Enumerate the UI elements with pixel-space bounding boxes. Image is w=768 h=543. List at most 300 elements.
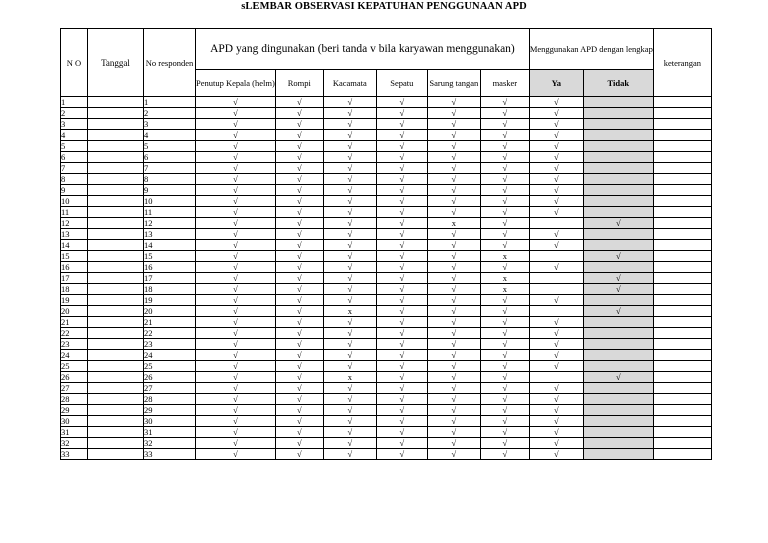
row-ya: √ xyxy=(529,438,583,449)
row-apd-sepatu: √ xyxy=(376,141,427,152)
row-ya: √ xyxy=(529,361,583,372)
row-keterangan xyxy=(653,108,711,119)
row-apd-rompi: √ xyxy=(275,240,323,251)
row-responden: 17 xyxy=(144,273,196,284)
row-ya: √ xyxy=(529,152,583,163)
row-tidak xyxy=(583,152,653,163)
row-tidak xyxy=(583,130,653,141)
table-row xyxy=(61,273,712,284)
table-row xyxy=(61,350,712,361)
row-responden: 24 xyxy=(144,350,196,361)
row-apd-sarung-tangan: √ xyxy=(427,251,480,262)
row-keterangan xyxy=(653,295,711,306)
row-apd-masker: √ xyxy=(480,218,529,229)
row-apd-sepatu: √ xyxy=(376,97,427,108)
row-apd-rompi: √ xyxy=(275,262,323,273)
row-apd-kacamata: √ xyxy=(323,174,376,185)
row-keterangan xyxy=(653,317,711,328)
row-no: 27 xyxy=(61,383,88,394)
row-apd-rompi: √ xyxy=(275,251,323,262)
row-apd-kacamata: x xyxy=(323,372,376,383)
row-apd-masker: √ xyxy=(480,163,529,174)
row-keterangan xyxy=(653,449,711,460)
row-apd-masker: √ xyxy=(480,240,529,251)
row-tidak: √ xyxy=(583,218,653,229)
row-no: 17 xyxy=(61,273,88,284)
row-tidak xyxy=(583,174,653,185)
row-responden: 26 xyxy=(144,372,196,383)
row-keterangan xyxy=(653,438,711,449)
row-apd-sarung-tangan: √ xyxy=(427,174,480,185)
table-row xyxy=(61,438,712,449)
row-apd-rompi: √ xyxy=(275,273,323,284)
row-ya: √ xyxy=(529,119,583,130)
header-keterangan: keterangan xyxy=(653,29,711,97)
row-keterangan xyxy=(653,207,711,218)
row-apd-sarung-tangan: √ xyxy=(427,240,480,251)
row-tidak xyxy=(583,394,653,405)
row-tidak: √ xyxy=(583,284,653,295)
table-row xyxy=(61,317,712,328)
row-apd-rompi: √ xyxy=(275,394,323,405)
row-keterangan xyxy=(653,185,711,196)
row-apd-sepatu: √ xyxy=(376,273,427,284)
row-keterangan xyxy=(653,306,711,317)
row-apd-sarung-tangan: √ xyxy=(427,284,480,295)
row-keterangan xyxy=(653,97,711,108)
row-apd-masker: √ xyxy=(480,416,529,427)
row-responden: 8 xyxy=(144,174,196,185)
row-tidak xyxy=(583,97,653,108)
row-no: 5 xyxy=(61,141,88,152)
row-apd-sepatu: √ xyxy=(376,218,427,229)
row-apd-sepatu: √ xyxy=(376,251,427,262)
row-no: 6 xyxy=(61,152,88,163)
row-tanggal xyxy=(88,350,144,361)
row-apd-sepatu: √ xyxy=(376,152,427,163)
table-row xyxy=(61,185,712,196)
row-tidak: √ xyxy=(583,273,653,284)
row-ya: √ xyxy=(529,163,583,174)
row-responden: 12 xyxy=(144,218,196,229)
row-apd-rompi: √ xyxy=(275,306,323,317)
row-apd-helm: √ xyxy=(196,273,276,284)
row-no: 33 xyxy=(61,449,88,460)
row-keterangan xyxy=(653,251,711,262)
row-responden: 6 xyxy=(144,152,196,163)
row-apd-kacamata: x xyxy=(323,306,376,317)
row-apd-kacamata: √ xyxy=(323,405,376,416)
row-ya: √ xyxy=(529,97,583,108)
row-ya: √ xyxy=(529,207,583,218)
row-apd-sarung-tangan: √ xyxy=(427,416,480,427)
row-ya: √ xyxy=(529,130,583,141)
row-apd-helm: √ xyxy=(196,328,276,339)
row-tidak: √ xyxy=(583,251,653,262)
row-ya: √ xyxy=(529,174,583,185)
row-apd-kacamata: √ xyxy=(323,295,376,306)
row-apd-sepatu: √ xyxy=(376,383,427,394)
row-apd-sepatu: √ xyxy=(376,449,427,460)
row-apd-masker: √ xyxy=(480,185,529,196)
row-apd-helm: √ xyxy=(196,361,276,372)
row-keterangan xyxy=(653,119,711,130)
row-keterangan xyxy=(653,372,711,383)
row-apd-sepatu: √ xyxy=(376,240,427,251)
row-apd-masker: √ xyxy=(480,108,529,119)
row-tanggal xyxy=(88,328,144,339)
row-tanggal xyxy=(88,405,144,416)
row-tanggal xyxy=(88,416,144,427)
row-tanggal xyxy=(88,306,144,317)
row-apd-helm: √ xyxy=(196,229,276,240)
row-tanggal xyxy=(88,108,144,119)
row-apd-sepatu: √ xyxy=(376,438,427,449)
row-tanggal xyxy=(88,218,144,229)
row-apd-rompi: √ xyxy=(275,207,323,218)
row-responden: 31 xyxy=(144,427,196,438)
row-tidak xyxy=(583,339,653,350)
table-row xyxy=(61,383,712,394)
row-apd-kacamata: √ xyxy=(323,284,376,295)
header-apd-sarung-tangan: Sarung tangan xyxy=(427,70,480,97)
row-tanggal xyxy=(88,207,144,218)
row-apd-sarung-tangan: √ xyxy=(427,449,480,460)
row-apd-rompi: √ xyxy=(275,449,323,460)
row-apd-masker: √ xyxy=(480,207,529,218)
row-apd-rompi: √ xyxy=(275,416,323,427)
row-responden: 30 xyxy=(144,416,196,427)
row-apd-sepatu: √ xyxy=(376,108,427,119)
row-apd-rompi: √ xyxy=(275,119,323,130)
row-tanggal xyxy=(88,251,144,262)
row-no: 4 xyxy=(61,130,88,141)
row-apd-rompi: √ xyxy=(275,295,323,306)
row-tidak xyxy=(583,196,653,207)
row-apd-sarung-tangan: √ xyxy=(427,306,480,317)
row-apd-sepatu: √ xyxy=(376,350,427,361)
row-apd-sarung-tangan: √ xyxy=(427,207,480,218)
row-apd-masker: √ xyxy=(480,328,529,339)
row-responden: 11 xyxy=(144,207,196,218)
row-no: 25 xyxy=(61,361,88,372)
row-apd-helm: √ xyxy=(196,405,276,416)
row-apd-masker: √ xyxy=(480,174,529,185)
row-apd-rompi: √ xyxy=(275,108,323,119)
row-apd-helm: √ xyxy=(196,152,276,163)
table-row xyxy=(61,416,712,427)
row-tidak xyxy=(583,317,653,328)
row-apd-helm: √ xyxy=(196,416,276,427)
row-apd-masker: x xyxy=(480,273,529,284)
row-apd-helm: √ xyxy=(196,438,276,449)
table-row xyxy=(61,174,712,185)
row-apd-sarung-tangan: √ xyxy=(427,152,480,163)
row-apd-helm: √ xyxy=(196,394,276,405)
row-ya: √ xyxy=(529,141,583,152)
row-no: 14 xyxy=(61,240,88,251)
row-tidak xyxy=(583,438,653,449)
row-apd-helm: √ xyxy=(196,130,276,141)
row-apd-helm: √ xyxy=(196,108,276,119)
row-responden: 18 xyxy=(144,284,196,295)
row-ya: √ xyxy=(529,317,583,328)
row-apd-kacamata: √ xyxy=(323,97,376,108)
row-apd-kacamata: √ xyxy=(323,196,376,207)
row-no: 1 xyxy=(61,97,88,108)
row-ya xyxy=(529,372,583,383)
table-row xyxy=(61,295,712,306)
row-apd-masker: x xyxy=(480,251,529,262)
row-apd-masker: √ xyxy=(480,449,529,460)
row-keterangan xyxy=(653,361,711,372)
row-no: 31 xyxy=(61,427,88,438)
row-apd-kacamata: √ xyxy=(323,339,376,350)
row-no: 10 xyxy=(61,196,88,207)
row-keterangan xyxy=(653,229,711,240)
row-responden: 9 xyxy=(144,185,196,196)
header-responden: No responden xyxy=(144,29,196,97)
row-apd-sepatu: √ xyxy=(376,394,427,405)
table-row xyxy=(61,306,712,317)
observation-table xyxy=(60,28,712,460)
row-apd-masker: √ xyxy=(480,394,529,405)
table-row xyxy=(61,262,712,273)
row-apd-sarung-tangan: √ xyxy=(427,317,480,328)
row-apd-helm: √ xyxy=(196,218,276,229)
row-apd-helm: √ xyxy=(196,207,276,218)
row-apd-kacamata: √ xyxy=(323,218,376,229)
row-apd-sepatu: √ xyxy=(376,119,427,130)
row-apd-sepatu: √ xyxy=(376,405,427,416)
row-keterangan xyxy=(653,152,711,163)
table-row xyxy=(61,449,712,460)
row-apd-rompi: √ xyxy=(275,405,323,416)
row-no: 18 xyxy=(61,284,88,295)
table-row xyxy=(61,108,712,119)
row-ya xyxy=(529,284,583,295)
row-tanggal xyxy=(88,295,144,306)
row-apd-masker: √ xyxy=(480,97,529,108)
row-tanggal xyxy=(88,372,144,383)
row-keterangan xyxy=(653,262,711,273)
row-apd-sarung-tangan: √ xyxy=(427,295,480,306)
row-apd-kacamata: √ xyxy=(323,119,376,130)
row-no: 12 xyxy=(61,218,88,229)
row-apd-masker: √ xyxy=(480,427,529,438)
row-responden: 15 xyxy=(144,251,196,262)
row-responden: 23 xyxy=(144,339,196,350)
row-no: 2 xyxy=(61,108,88,119)
row-apd-rompi: √ xyxy=(275,152,323,163)
row-apd-kacamata: √ xyxy=(323,141,376,152)
row-tanggal xyxy=(88,339,144,350)
row-no: 19 xyxy=(61,295,88,306)
row-no: 7 xyxy=(61,163,88,174)
header-ya: Ya xyxy=(529,70,583,97)
row-apd-helm: √ xyxy=(196,383,276,394)
row-ya: √ xyxy=(529,405,583,416)
row-apd-masker: √ xyxy=(480,438,529,449)
row-apd-sepatu: √ xyxy=(376,174,427,185)
row-apd-sarung-tangan: √ xyxy=(427,328,480,339)
row-apd-kacamata: √ xyxy=(323,427,376,438)
row-apd-kacamata: √ xyxy=(323,240,376,251)
row-tanggal xyxy=(88,240,144,251)
row-apd-rompi: √ xyxy=(275,97,323,108)
row-apd-sepatu: √ xyxy=(376,317,427,328)
row-apd-rompi: √ xyxy=(275,218,323,229)
table-row xyxy=(61,361,712,372)
table-row xyxy=(61,163,712,174)
row-tidak xyxy=(583,229,653,240)
row-apd-sepatu: √ xyxy=(376,196,427,207)
table-row xyxy=(61,284,712,295)
row-apd-sarung-tangan: x xyxy=(427,218,480,229)
row-keterangan xyxy=(653,163,711,174)
row-apd-sarung-tangan: √ xyxy=(427,229,480,240)
row-responden: 22 xyxy=(144,328,196,339)
row-tidak xyxy=(583,240,653,251)
header-apd-kacamata: Kacamata xyxy=(323,70,376,97)
row-keterangan xyxy=(653,284,711,295)
table-row xyxy=(61,141,712,152)
row-tanggal xyxy=(88,427,144,438)
row-keterangan xyxy=(653,350,711,361)
row-tanggal xyxy=(88,174,144,185)
row-apd-rompi: √ xyxy=(275,185,323,196)
row-apd-kacamata: √ xyxy=(323,317,376,328)
row-tidak xyxy=(583,416,653,427)
row-responden: 16 xyxy=(144,262,196,273)
row-apd-rompi: √ xyxy=(275,372,323,383)
row-no: 24 xyxy=(61,350,88,361)
row-tanggal xyxy=(88,284,144,295)
row-ya: √ xyxy=(529,240,583,251)
row-apd-masker: √ xyxy=(480,339,529,350)
row-tanggal xyxy=(88,394,144,405)
row-apd-helm: √ xyxy=(196,262,276,273)
row-keterangan xyxy=(653,196,711,207)
row-apd-sarung-tangan: √ xyxy=(427,405,480,416)
row-no: 16 xyxy=(61,262,88,273)
row-no: 11 xyxy=(61,207,88,218)
row-apd-sarung-tangan: √ xyxy=(427,394,480,405)
row-apd-kacamata: √ xyxy=(323,394,376,405)
row-responden: 33 xyxy=(144,449,196,460)
row-tidak: √ xyxy=(583,306,653,317)
row-tanggal xyxy=(88,262,144,273)
row-tanggal xyxy=(88,130,144,141)
row-no: 9 xyxy=(61,185,88,196)
row-ya: √ xyxy=(529,339,583,350)
row-apd-helm: √ xyxy=(196,185,276,196)
row-apd-sepatu: √ xyxy=(376,427,427,438)
row-tidak xyxy=(583,108,653,119)
row-tidak xyxy=(583,262,653,273)
row-apd-helm: √ xyxy=(196,427,276,438)
row-apd-sepatu: √ xyxy=(376,185,427,196)
row-no: 21 xyxy=(61,317,88,328)
row-tidak xyxy=(583,328,653,339)
row-responden: 14 xyxy=(144,240,196,251)
row-tanggal xyxy=(88,383,144,394)
row-apd-rompi: √ xyxy=(275,141,323,152)
row-apd-rompi: √ xyxy=(275,328,323,339)
row-apd-kacamata: √ xyxy=(323,108,376,119)
row-tanggal xyxy=(88,163,144,174)
row-apd-masker: √ xyxy=(480,317,529,328)
row-tanggal xyxy=(88,141,144,152)
row-ya xyxy=(529,251,583,262)
row-no: 22 xyxy=(61,328,88,339)
row-apd-kacamata: √ xyxy=(323,416,376,427)
row-apd-sarung-tangan: √ xyxy=(427,438,480,449)
header-apd-helm: Penutup Kepala (helm) xyxy=(196,70,276,97)
row-apd-sarung-tangan: √ xyxy=(427,108,480,119)
row-tanggal xyxy=(88,317,144,328)
row-ya: √ xyxy=(529,449,583,460)
row-ya: √ xyxy=(529,383,583,394)
row-apd-sepatu: √ xyxy=(376,229,427,240)
row-apd-masker: √ xyxy=(480,405,529,416)
row-ya xyxy=(529,273,583,284)
row-apd-sarung-tangan: √ xyxy=(427,262,480,273)
table-row xyxy=(61,196,712,207)
row-ya: √ xyxy=(529,196,583,207)
row-apd-rompi: √ xyxy=(275,427,323,438)
row-responden: 19 xyxy=(144,295,196,306)
row-apd-rompi: √ xyxy=(275,339,323,350)
row-keterangan xyxy=(653,383,711,394)
row-ya: √ xyxy=(529,350,583,361)
row-keterangan xyxy=(653,130,711,141)
row-tidak xyxy=(583,449,653,460)
row-tanggal xyxy=(88,229,144,240)
row-ya: √ xyxy=(529,416,583,427)
row-no: 13 xyxy=(61,229,88,240)
row-responden: 27 xyxy=(144,383,196,394)
row-apd-sarung-tangan: √ xyxy=(427,163,480,174)
row-no: 20 xyxy=(61,306,88,317)
row-tidak xyxy=(583,361,653,372)
row-tanggal xyxy=(88,196,144,207)
row-apd-rompi: √ xyxy=(275,361,323,372)
row-apd-kacamata: √ xyxy=(323,328,376,339)
row-apd-helm: √ xyxy=(196,174,276,185)
row-apd-kacamata: √ xyxy=(323,152,376,163)
row-no: 15 xyxy=(61,251,88,262)
row-no: 28 xyxy=(61,394,88,405)
row-responden: 4 xyxy=(144,130,196,141)
row-tidak xyxy=(583,141,653,152)
table-row xyxy=(61,328,712,339)
row-ya xyxy=(529,218,583,229)
row-apd-rompi: √ xyxy=(275,229,323,240)
row-apd-sarung-tangan: √ xyxy=(427,383,480,394)
row-ya: √ xyxy=(529,295,583,306)
row-apd-rompi: √ xyxy=(275,174,323,185)
table-row xyxy=(61,372,712,383)
row-apd-sarung-tangan: √ xyxy=(427,350,480,361)
row-responden: 28 xyxy=(144,394,196,405)
row-apd-helm: √ xyxy=(196,163,276,174)
row-apd-masker: √ xyxy=(480,229,529,240)
row-responden: 20 xyxy=(144,306,196,317)
row-apd-sepatu: √ xyxy=(376,163,427,174)
row-keterangan xyxy=(653,339,711,350)
row-apd-kacamata: √ xyxy=(323,229,376,240)
